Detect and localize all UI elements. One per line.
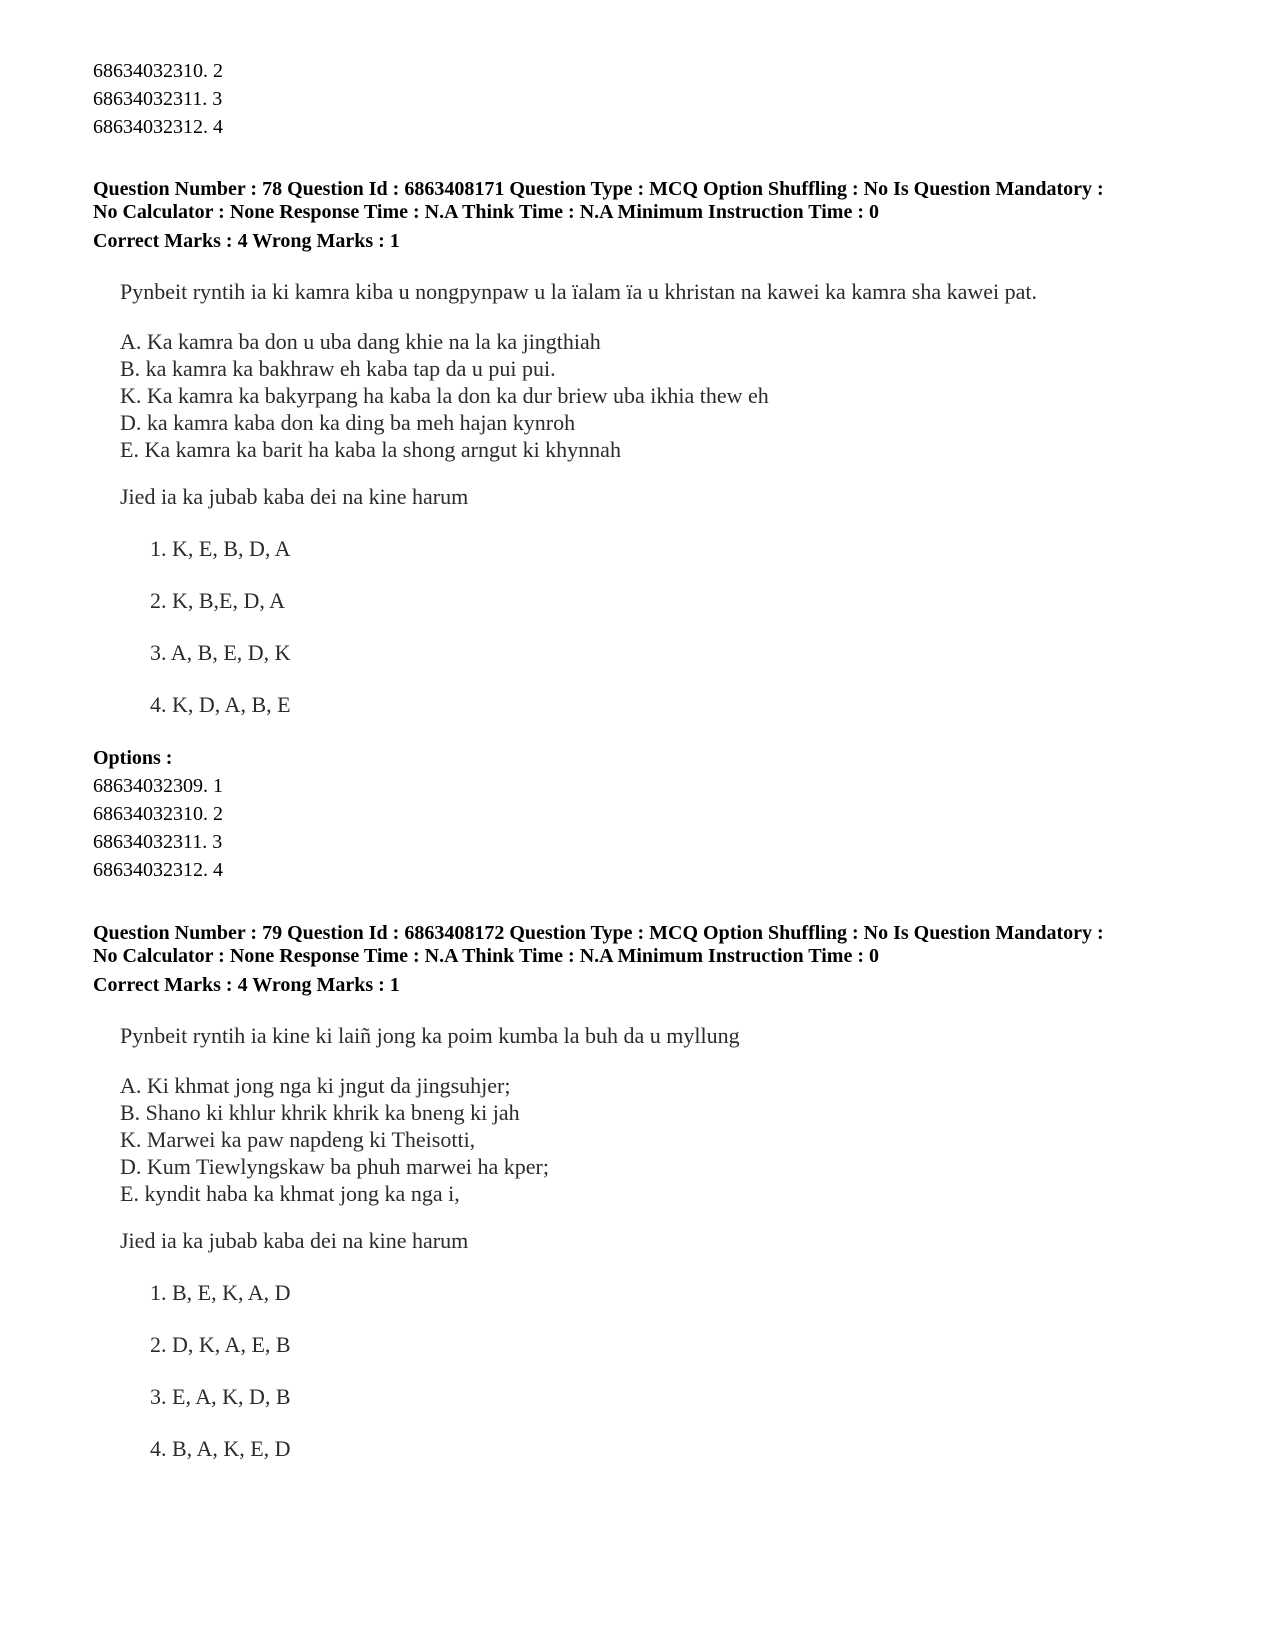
statement: B. ka kamra ka bakhraw eh kaba tap da u pui pui. [120, 356, 556, 381]
statement: E. Ka kamra ka barit ha kaba la shong arngut ki khynnah [120, 437, 621, 462]
statement: D. Kum Tiewlyngskaw ba phuh marwei ha kper; [120, 1154, 549, 1179]
question-header-line: No Calculator : None Response Time : N.A Think Time : N.A Minimum Instruction Time : 0 [93, 945, 879, 967]
option-line: 68634032312. 4 [93, 116, 223, 138]
answer-choice: 2. D, K, A, E, B [150, 1332, 291, 1357]
question-marks: Correct Marks : 4 Wrong Marks : 1 [93, 230, 400, 252]
options-heading: Options : [93, 747, 173, 769]
option-line: 68634032310. 2 [93, 60, 223, 82]
option-line: 68634032312. 4 [93, 859, 223, 881]
question-header [93, 922, 1213, 968]
statement: D. ka kamra kaba don ka ding ba meh hajan kynroh [120, 410, 576, 435]
question-image [110, 1014, 1135, 1474]
statement: A. Ki khmat jong nga ki jngut da jingsuhjer; [120, 1073, 511, 1098]
answer-choice: 3. E, A, K, D, B [150, 1384, 291, 1409]
statement: E. kyndit haba ka khmat jong ka nga i, [120, 1181, 460, 1206]
question-image [110, 270, 1135, 730]
answer-choice: 1. K, E, B, D, A [150, 536, 291, 561]
statement: B. Shano ki khlur khrik khrik ka bneng ki jah [120, 1100, 520, 1125]
question-stem: Pynbeit ryntih ia kine ki laiñ jong ka poim kumba la buh da u myllung [120, 1023, 740, 1048]
question-stem: Pynbeit ryntih ia ki kamra kiba u nongpynpaw u la ïalam ïa u khristan na kawei ka kamra sha kawei pat. [120, 279, 1038, 304]
question-prompt: Jied ia ka jubab kaba dei na kine harum [120, 484, 469, 509]
option-line: 68634032311. 3 [93, 88, 223, 110]
answer-choice: 1. B, E, K, A, D [150, 1280, 291, 1305]
question-header [93, 178, 1213, 224]
question-prompt: Jied ia ka jubab kaba dei na kine harum [120, 1228, 469, 1253]
answer-choice: 3. A, B, E, D, K [150, 640, 291, 665]
statement: K. Marwei ka paw napdeng ki Theisotti, [120, 1127, 476, 1152]
answer-choice: 4. K, D, A, B, E [150, 692, 291, 717]
question-header-line: Question Number : 78 Question Id : 6863408171 Question Type : MCQ Option Shuffling : No Is Question Mandatory : [93, 178, 1104, 200]
answer-choice: 2. K, B,E, D, A [150, 588, 286, 613]
question-marks: Correct Marks : 4 Wrong Marks : 1 [93, 974, 400, 996]
answer-choice: 4. B, A, K, E, D [150, 1436, 291, 1461]
question-header-line: No Calculator : None Response Time : N.A Think Time : N.A Minimum Instruction Time : 0 [93, 201, 879, 223]
question-header-line: Question Number : 79 Question Id : 6863408172 Question Type : MCQ Option Shuffling : No Is Question Mandatory : [93, 922, 1104, 944]
option-line: 68634032311. 3 [93, 831, 223, 853]
option-line: 68634032310. 2 [93, 803, 223, 825]
statement: A. Ka kamra ba don u uba dang khie na la ka jingthiah [120, 329, 601, 354]
statement: K. Ka kamra ka bakyrpang ha kaba la don ka dur briew uba ikhia thew eh [120, 383, 769, 408]
option-line: 68634032309. 1 [93, 775, 223, 797]
